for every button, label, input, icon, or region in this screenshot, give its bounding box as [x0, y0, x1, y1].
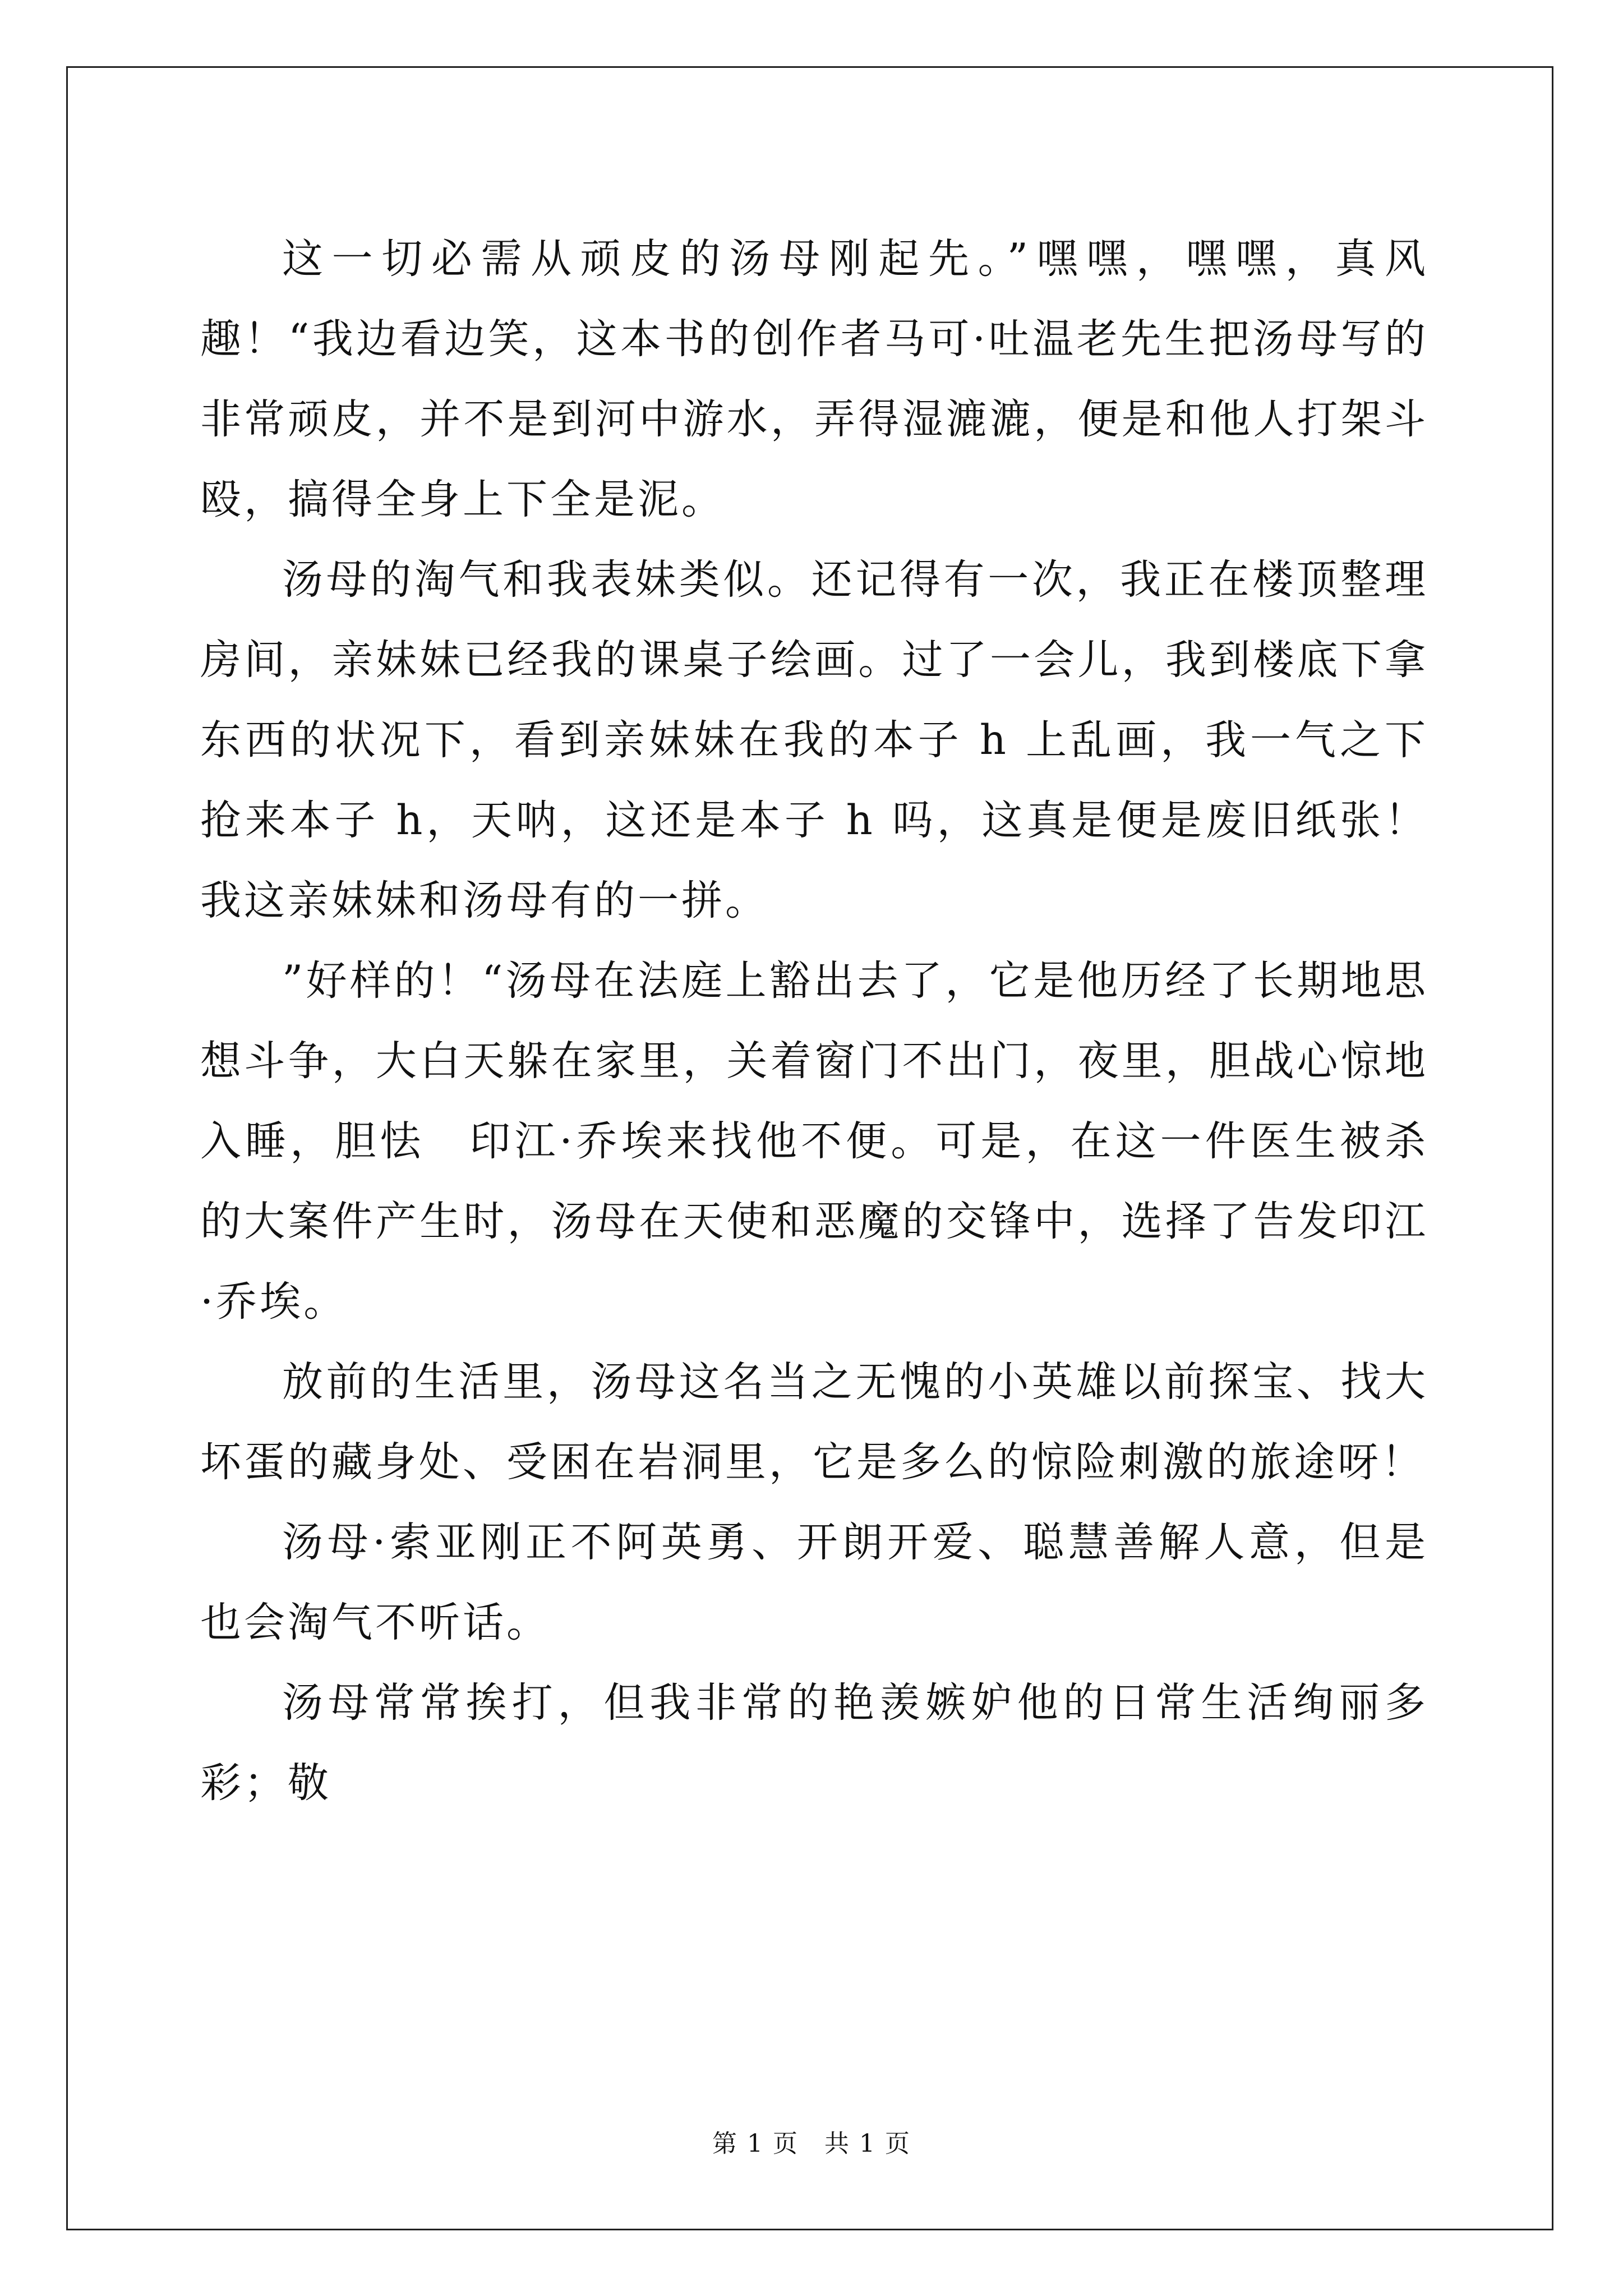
paragraph-4: 放前的生活里，汤母这名当之无愧的小英雄以前探宝、找大坏蛋的藏身处、受困在岩洞里，它是多么的惊险刺激的旅途呀！ — [200, 1358, 1428, 1486]
paragraph-1: 这一切必需从顽皮的汤母刚起先。”嘿嘿，嘿嘿，真风趣！“我边看边笑，这本书的创作者马可·吐温老先生把汤母写的非常顽皮，并不是到河中游水，弄得湿漉漉，便是和他人打架斗殴，搞得全身上下全是泥。 — [200, 235, 1428, 523]
paragraph-3: ”好样的！“汤母在法庭上豁出去了，它是他历经了长期地思想斗争，大白天躲在家里，关着窗门不出门，夜里，胆战心惊地入睡，胆怯 印江·乔埃来找他不便。可是，在这一件医生被杀的大案件产生时，汤母在天使和恶魔的交锋中，选择了告发印江·乔埃。 — [200, 957, 1428, 1326]
paragraph-5: 汤母·索亚刚正不阿英勇、开朗开爱、聪慧善解人意，但是也会淘气不听话。 — [200, 1519, 1428, 1646]
document-body — [200, 219, 1428, 1823]
page-number-footer: 第 1 页 共 1 页 — [712, 2129, 911, 2158]
paragraph-6: 汤母常常挨打，但我非常的艳羡嫉妒他的日常生活绚丽多彩；敬 — [200, 1679, 1428, 1807]
paragraph-2: 汤母的淘气和我表妹类似。还记得有一次，我正在楼顶整理房间，亲妹妹已经我的课桌子绘画。过了一会儿，我到楼底下拿东西的状况下，看到亲妹妹在我的本子 h 上乱画，我一气之下抢来本子 h，天呐，这还是本子 h 吗，这真是便是废旧纸张！我这亲妹妹和汤母有的一拼。 — [200, 556, 1428, 924]
